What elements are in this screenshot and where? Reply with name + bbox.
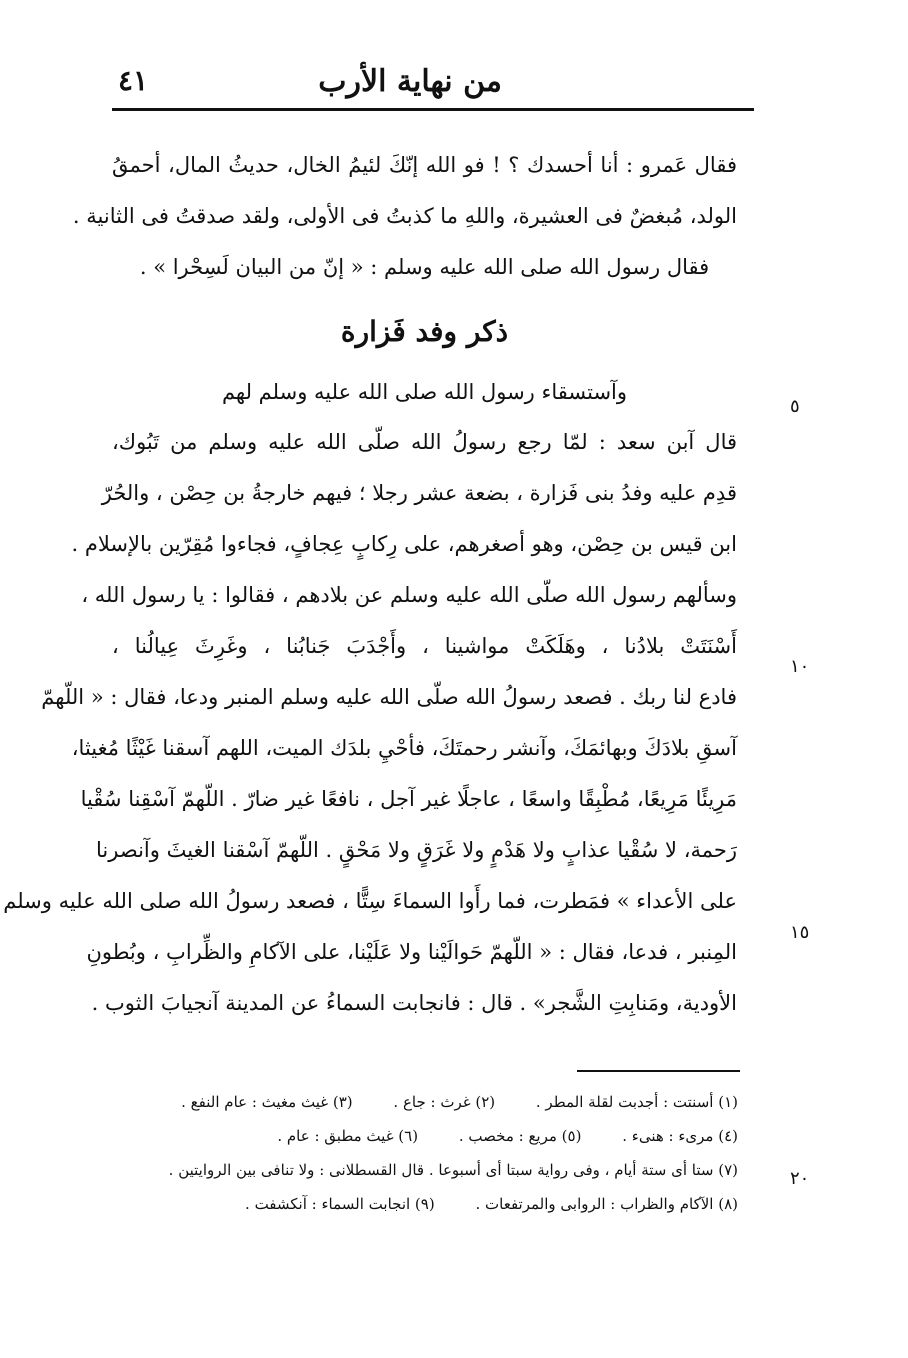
footnote-line — [112, 1153, 738, 1187]
text-line: على الأعداء » فمَطرت، فما رأَوا السماءَ سِتًّا ، فصعد رسولُ الله صلى الله عليه وسلم — [3, 889, 737, 913]
footnote: (١) أسنتت : أجدبت لقلة المطر . — [535, 1093, 738, 1111]
text-line: المِنبر ، فدعا، فقال : « اللّهمّ حَوالَيْنا ولا عَلَيْنا، على الآكامِ والظِّرابِ ، وبُطونِ — [86, 940, 737, 964]
footnote-line — [112, 1085, 738, 1119]
footnote-rule — [577, 1070, 740, 1072]
text-line: فقال رسول الله صلى الله عليه وسلم : « إنّ من البيان لَسِحْرا » . — [139, 255, 710, 279]
text-line: الأودية، ومَنابِتِ الشَّجر» . قال : فانجابت السماءُ عن المدينة آنجيابَ الثوب . — [91, 991, 737, 1015]
header-rule — [112, 108, 754, 111]
footnote-line — [112, 1187, 738, 1221]
text-line: رَحمة، لا سُقْيا عذابٍ ولا هَدْمٍ ولا غَرَقٍ ولا مَحْقٍ . اللّهمّ آسْقنا الغيثَ وآنصرنا — [96, 838, 737, 862]
running-title: من نهاية الأرب — [318, 64, 502, 99]
footnote: (٧) ستا أى ستة أيام ، وفى رواية سبتا أى أسبوعا . قال القسطلانى : ولا تنافى بين الروايتين . — [168, 1161, 738, 1179]
text-line: قال آبن سعد : لمّا رجع رسولُ الله صلّى الله عليه وسلم من تَبُوك، — [112, 430, 737, 454]
page-number: ٤١ — [118, 64, 149, 97]
footnote: (٢) غرث : جاع . — [393, 1093, 496, 1111]
text-line: أَسْنَتَتْ بلادُنا ، وهَلَكَتْ مواشينا ، وأَجْدَبَ جَنابُنا ، وغَرِثَ عِيالُنا ، — [112, 634, 737, 658]
line-number-20: ٢٠ — [790, 1168, 810, 1189]
text-line: قدِم عليه وفدُ بنى فَزارة ، بضعة عشر رجلا ؛ فيهم خارجةُ بن حِصْن ، والحُرّ — [101, 481, 737, 505]
main-text — [3, 140, 737, 1029]
footnote: (٦) غيث مطبق : عام . — [277, 1127, 419, 1145]
text-line: آسقِ بلادَكَ وبهائمَكَ، وآنشر رحمتَكَ، فأحْيِ بلدَك الميت، اللهم آسقنا غَيْثًا مُغيثا، — [71, 736, 737, 760]
footnote: (٤) مرى‌ء : هنى‌ء . — [622, 1127, 738, 1145]
footnote-line — [112, 1119, 738, 1153]
section-subtitle: وآستسقاء رسول الله صلى الله عليه وسلم لهم — [221, 380, 628, 404]
line-number-10: ١٠ — [790, 656, 810, 677]
text-line: الولد، مُبغضٌ فى العشيرة، واللهِ ما كذبتُ فى الأولى، ولقد صدقتُ فى الثانية . — [72, 204, 737, 228]
line-number-15: ١٥ — [790, 922, 810, 943]
text-line: فادع لنا ربك . فصعد رسولُ الله صلّى الله عليه وسلم المنبر ودعا، فقال : « اللّهمّ — [41, 685, 737, 709]
footnote: (٨) الآكام والظراب : الروابى والمرتفعات . — [475, 1195, 738, 1213]
text-line: مَرِيئًا مَرِيعًا، مُطْبِقًا واسعًا ، عاجلًا غير آجل ، نافعًا غير ضارّ . اللّهمّ آسْقِنا سُقْيا — [80, 787, 737, 811]
footnote: (٥) مريع : مخصب . — [458, 1127, 582, 1145]
footnote: (٩) انجابت السماء : آنكشفت . — [245, 1195, 435, 1213]
page-header — [112, 58, 752, 106]
section-title: ذكر وفد فَزارة — [340, 315, 509, 348]
text-line: وسألهم رسول الله صلّى الله عليه وسلم عن بلادهم ، فقالوا : يا رسول الله ، — [81, 583, 737, 607]
line-number-5: ٥ — [790, 396, 800, 417]
footnotes — [112, 1085, 738, 1221]
footnote: (٣) غيث مغيث : عام النفع . — [181, 1093, 353, 1111]
text-line: فقال عَمرو : أنا أحسدك ؟ ! فو الله إنّكَ لئيمُ الخال، حديثُ المال، أحمقُ — [112, 153, 737, 177]
text-line: ابن قيس بن حِصْن، وهو أصغرهم، على رِكابٍ عِجافٍ، فجاءوا مُقِرّين بالإسلام . — [71, 532, 737, 556]
